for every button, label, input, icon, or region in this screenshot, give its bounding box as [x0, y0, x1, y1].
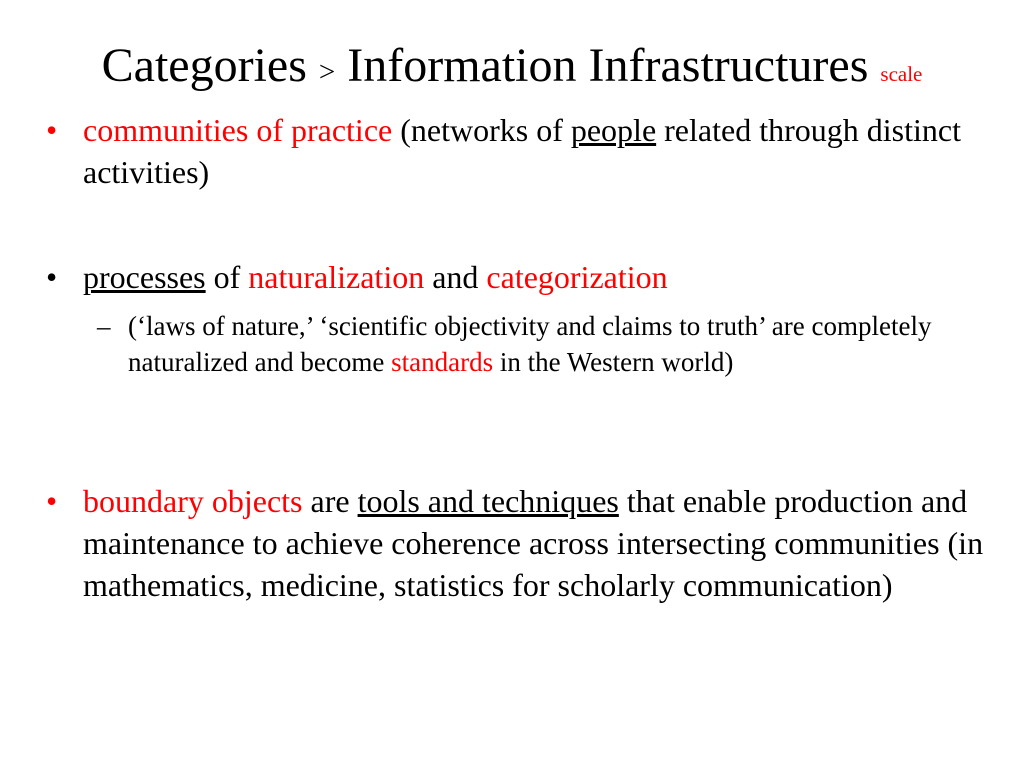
bullet-marker: •	[46, 259, 58, 295]
slide-title	[0, 36, 1024, 104]
sub-bullet-laws-of-nature	[97, 308, 997, 380]
bullet-boundary-objects	[46, 480, 996, 606]
bullet-processes	[46, 256, 996, 298]
sub-bullet-text-part: (‘laws of nature,’ ‘scientific objectivity and claims to truth’ are completely naturalized and become	[128, 311, 932, 377]
bullet-text	[83, 109, 996, 193]
term-tools-and-techniques: tools and techniques	[357, 483, 619, 519]
term-people: people	[570, 112, 657, 148]
bullet-text-part: that enable production and maintenance to achieve coherence across intersecting communities (in mathematics, medicine, statistics for scholarly communication)	[83, 483, 984, 603]
title-information-infrastructures: Information Infrastructures	[347, 39, 869, 92]
term-boundary-objects: boundary objects	[83, 483, 303, 519]
bullet-marker: •	[46, 483, 58, 519]
bullet-text-part: related through distinct activities)	[83, 112, 961, 190]
bullet-text-part: and	[424, 259, 487, 295]
bullet-text	[83, 256, 996, 298]
bullet-text-part: of	[205, 259, 249, 295]
sub-bullet-text	[128, 308, 997, 380]
term-standards: standards	[391, 347, 494, 377]
bullet-text-part: (networks of	[392, 112, 571, 148]
sub-bullet-text-part: in the Western world)	[493, 347, 734, 377]
title-categories: Categories	[101, 39, 307, 92]
bullet-text-part: are	[302, 483, 358, 519]
term-naturalization: naturalization	[248, 259, 425, 295]
title-separator: >	[318, 56, 336, 88]
term-communities-of-practice: communities of practice	[83, 112, 393, 148]
bullet-communities-of-practice	[46, 109, 996, 193]
bullet-text	[83, 480, 996, 606]
title-scale-tag: scale	[880, 62, 923, 86]
sub-bullet-marker: –	[97, 311, 111, 341]
bullet-marker: •	[46, 112, 58, 148]
term-processes: processes	[83, 259, 206, 295]
term-categorization: categorization	[486, 259, 668, 295]
